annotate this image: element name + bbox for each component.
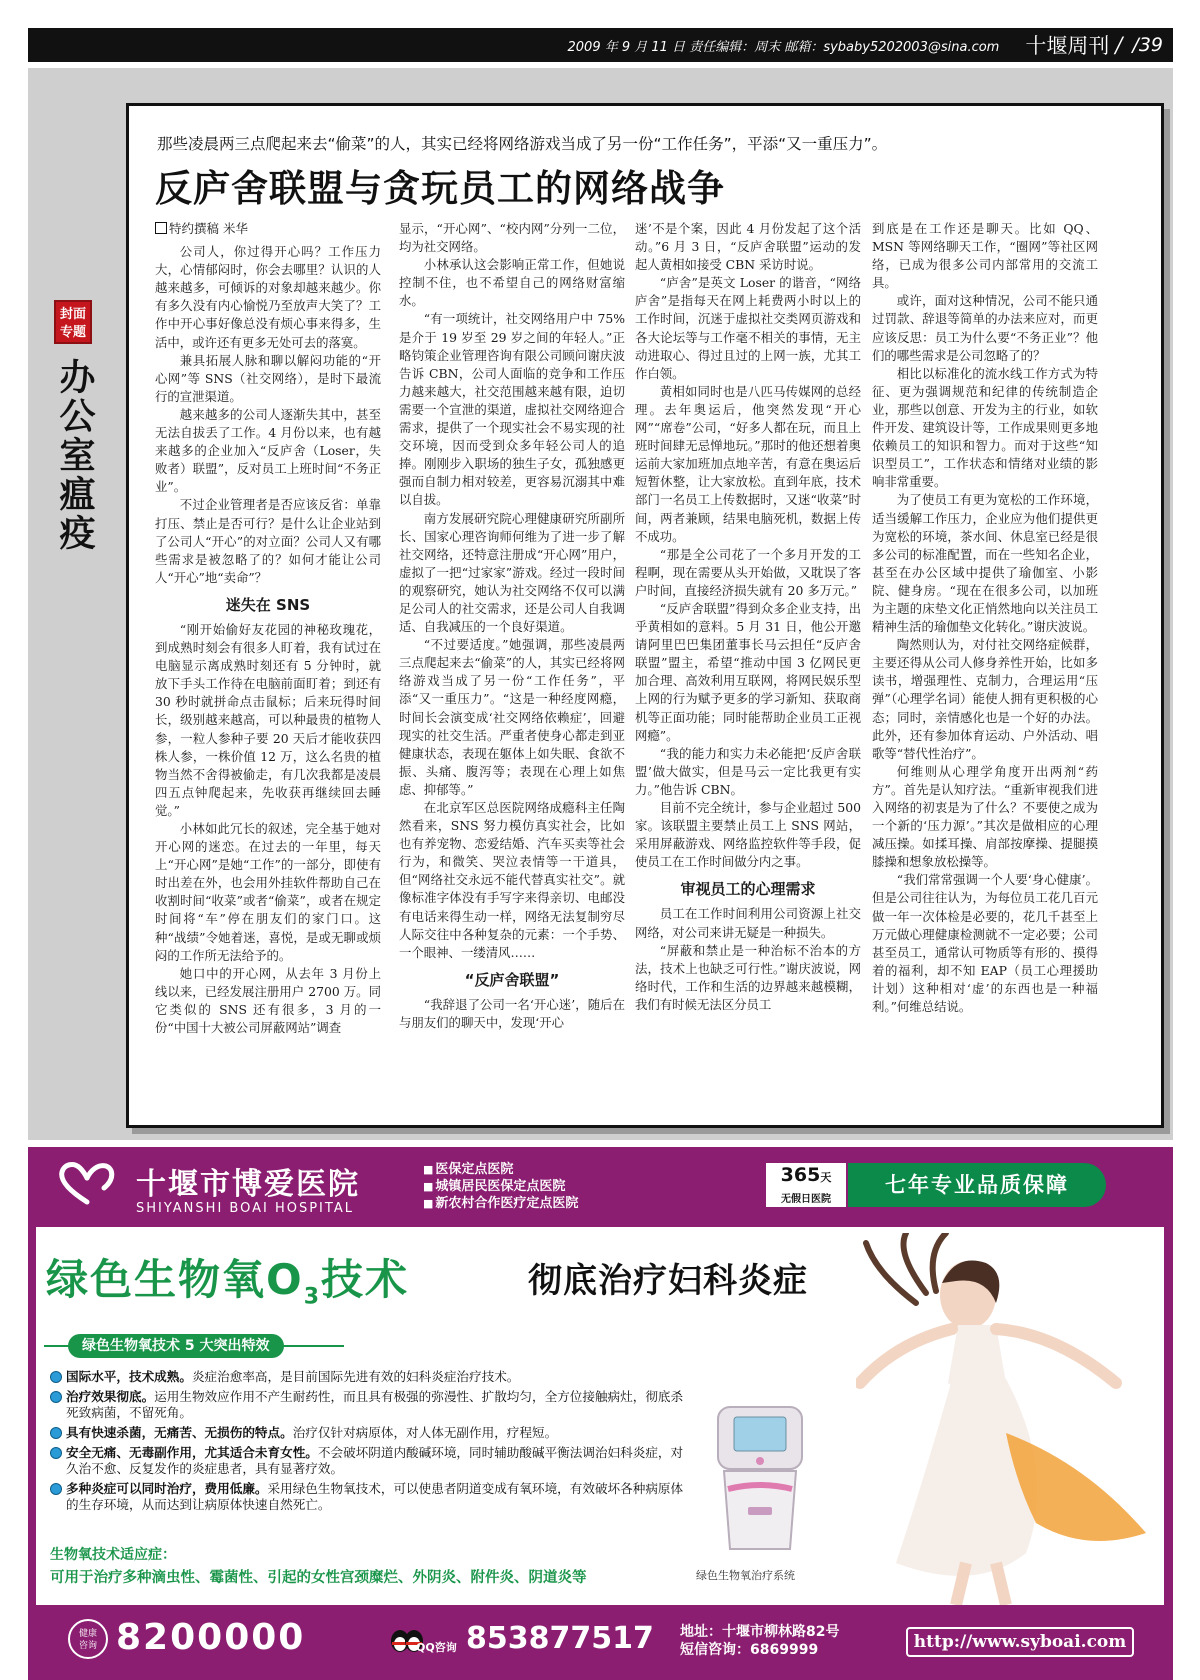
feature-text: 治疗仅针对病原体，对人体无副作用，疗程短。 [292, 1425, 558, 1440]
feature-item [48, 1445, 688, 1477]
days-text: 无假日医院 [781, 1194, 831, 1205]
paragraph: 迷’不是个案，因此 4 月份发起了这个活动。”6 月 3 日，“反庐舍联盟”运动的发起人黄相如接受 CBN 采访时说。 [635, 221, 861, 273]
section-tag [54, 300, 98, 553]
paragraph: 公司人，你过得开心吗？工作压力大，心情郁闷时，你会去哪里？认识的人越来越多，可倾诉的对象却越来越少。你有多久没有内心愉悦乃至放声大笑了？工作中开心事好像总没有烦心事来得多，生活中，或许还有更多无处可去的落寞。 [155, 244, 381, 350]
feature-highlight: 治疗效果彻底。 [66, 1389, 155, 1404]
stamp-line-2: 专题 [59, 325, 86, 340]
main-title-tail: 技术 [321, 1255, 410, 1304]
paragraph: 显示，“开心网”、“校内网”分列一二位，均为社交网络。 [399, 221, 625, 255]
contact-address [680, 1623, 839, 1659]
features-banner-label: 绿色生物氧技术 5 大突出特效 [68, 1334, 284, 1358]
indications-text: 可用于治疗多种滴虫性、霉菌性、引起的女性宫颈糜烂、外阴炎、附件炎、阴道炎等 [50, 1570, 587, 1586]
days-unit: 天 [820, 1171, 832, 1184]
feature-text: 采用绿色生物氧技术，可以使患者阴道变成有氧环境，有效破坏各种病原体的生存环境，从而达到让病原体快速自然死亡。 [66, 1481, 684, 1512]
page-header [28, 28, 1173, 62]
paragraph: “那是全公司花了一个多月开发的工程啊，现在需要从头开始做，又耽误了客户时间，直接经济损失就有 20 多万元。” [635, 546, 861, 598]
device-caption: 绿色生物氧治疗系统 [696, 1569, 795, 1582]
feature-item [48, 1481, 688, 1513]
paragraph: “不过要适度。”她强调，那些凌晨两三点爬起来去“偷菜”的人，其实已经将网络游戏当成了另一份“工作任务”，平添“又一重压力”。“这是一种经度网瘾，时间长会演变成‘社交网络依赖症’，回避现实的社交生活。严重者使身心都走到亚健康状态，表现在躯体上如失眠、食欲不振、头痛、腹泻等；表现在心理上如焦虑、抑郁等。” [399, 637, 625, 797]
section-heading: “反庐舍联盟” [464, 970, 560, 989]
address-line: 地址：十堰市柳林路82号 [680, 1624, 840, 1640]
certification-item: ■ 新农村合作医疗定点医院 [423, 1195, 578, 1212]
byline: 特约撰稿 米华 [155, 220, 381, 238]
qq-label: QQ咨询 [416, 1641, 457, 1654]
feature-text: 不会破坏阴道内酸碱环境，同时辅助酸碱平衡法调治妇科炎症，对久治不愈、反复发作的炎症患者，具有显著疗效。 [66, 1445, 684, 1476]
treatment-device-image [704, 1399, 816, 1559]
ad-slogan: 彻底治疗妇科炎症 [528, 1261, 808, 1301]
days-number: 365 [780, 1164, 821, 1186]
feature-text: 运用生物效应作用不产生耐药性，而且具有极强的弥漫性、扩散均匀，全方位接触病灶，彻底杀死致病菌，不留死角。 [66, 1389, 684, 1420]
days-number-row [766, 1163, 846, 1190]
paragraph: “刚开始偷好友花园的神秘玫瑰花，到成熟时刻会有很多人盯着，我有试过在电脑显示离成熟时刻还有 5 分钟时，就放下手头工作待在电脑前面盯着；到还有 30 秒时就拼命点击鼠标；后来玩得时间长，级别越来越高，可以种最贵的植物人参，一粒人参种子要 20 天后才能收获四株人参，一株价值 12 万，这么名贵的植物当然不舍得被偷走，有几次我都是凌晨四五点钟爬起来，先收获再继续回去睡觉。” [155, 621, 381, 818]
feature-highlight: 安全无痛、无毒副作用，尤其适合未育女性。 [66, 1445, 318, 1460]
paragraph: “我辞退了公司一名‘开心迷’，随后在与朋友们的聊天中，发现‘开心 [399, 996, 625, 1031]
paragraph: 相比以标准化的流水线工作方式为特征、更为强调规范和纪律的传统制造企业，那些以创意、开发为主的行业，如软件开发、建筑设计等，工作成果则更多地依赖员工的知识和智力。而对于这些“知识型员工”，工作状态和情绪对业绩的影响非常重要。 [872, 365, 1098, 490]
publication-name: 十堰周刊 [1025, 34, 1110, 58]
feature-highlight: 具有快速杀菌，无痛苦、无损伤的特点。 [66, 1425, 293, 1440]
section-title: 办公室瘟疫 [54, 358, 96, 553]
features-banner [44, 1334, 344, 1358]
article-column-2 [399, 220, 625, 1110]
hospital-name: 十堰市博爱医院 [136, 1167, 360, 1202]
feature-text: 炎症治愈率高，是目前国际先进有效的妇科炎症治疗技术。 [191, 1369, 520, 1384]
paragraph: 在北京军区总医院网络成瘾科主任陶然看来，SNS 努力模仿真实社会，比如也有养宠物、恋爱结婚、汽车买卖等社会行为，和微笑、哭泣表情等一干道具，但“网络社交永远不能代替真实社交”。就像标准字体没有手写字来得亲切、电邮没有电话来得生动一样，网络无法复制穷尽人际交往中各种复杂的元素：一个手势、一个眼神、一缕清风…… [399, 800, 625, 960]
paragraph: 到底是在工作还是聊天。比如 QQ、MSN 等网络聊天工作，“圈网”等社区网络，已成为很多公司内部常用的交流工具。 [872, 221, 1098, 291]
certification-list [423, 1161, 578, 1212]
feature-highlight: 多种炎症可以同时治疗，费用低廉。 [66, 1481, 268, 1496]
paragraph: “庐舍”是英文 Loser 的谐音，“网络庐舍”是指每天在网上耗费两小时以上的工作时间，沉迷于虚拟社交类网页游戏和各大论坛等与工作毫不相关的事情，无主动进取心、得过且过的上网一族，尤其工作白领。 [635, 275, 861, 381]
stamp-line-1: 封面 [59, 307, 86, 322]
paragraph: 不过企业管理者是否应该反省：单靠打压、禁止是否可行？是什么让企业站到了公司人“开心”的对立面？公司人又有哪些需求是被忽略了的？如何才能让公司人“开心”地“卖命”？ [155, 497, 381, 585]
ad-header [28, 1147, 1173, 1223]
paragraph: 南方发展研究院心理健康研究所副所长、国家心理咨询师何维为了进一步了解社交网络，还特意注册成“开心网”用户，虚拟了一把“过家家”游戏。经过一段时间的观察研究，她认为社交网络不仅可以满足公司人的社交需求，还是公司人自我调适、自我减压的一个良好渠道。 [399, 510, 625, 635]
hospital-name-en: SHIYANSHI BOAI HOSPITAL [136, 1201, 354, 1216]
phone-icon-text: 健康 [78, 1629, 97, 1639]
qq-number: 853877517 [466, 1621, 654, 1656]
paragraph: 小林如此冗长的叙述，完全基于她对开心网的迷恋。在过去的一年里，每天上“开心网”是她“工作”的一部分，即使有时出差在外，也会用外挂软件帮助自己在收割时间“收菜”或者“偷菜”，或者在规定时间将“车”停在朋友们的家门口。这种“战绩”令她着迷，喜悦，是或无聊或烦闷的工作所无法给予的。 [155, 821, 381, 963]
feature-item [48, 1389, 688, 1421]
paragraph: 为了使员工有更为宽松的工作环境，适当缓解工作压力，企业应为他们提供更为宽松的环境，茶水间、休息室已经是很多公司的标准配置，而在一些知名企业，甚至在办公区域中提供了瑜伽室、小影院、健身房。“现在在很多公司，以加班为主题的床垫文化正悄然地向以关注员工精神生活的瑜伽垫文化转化。”谢庆波说。 [872, 492, 1098, 635]
ad-main-panel [36, 1227, 1164, 1605]
section-heading: 迷失在 SNS [225, 595, 311, 614]
main-title-subscript: 3 [303, 1284, 322, 1310]
model-photo [856, 1233, 1156, 1605]
paragraph: “反庐舍联盟”得到众多企业支持，出乎黄相如的意料。5 月 31 日，他公开邀请阿里巴巴集团董事长马云担任“反庐舍联盟”盟主，希望“推动中国 3 亿网民更加合理、高效利用互联网，将网民娱乐型上网的行为赋予更多的学习新知、获取商机等正面功能；同时能帮助企业员工正视网瘾”。 [635, 600, 861, 743]
hospital-advertisement [28, 1147, 1173, 1680]
paragraph: “我的能力和实力未必能把‘反庐舍联盟’做大做实，但是马云一定比我更有实力。”他告诉 CBN。 [635, 745, 861, 797]
paragraph: 陶然则认为，对付社交网络症候群，主要还得从公司人修身养性开始，比如多读书，增强理性、克制力，合理运用“压弹”（心理学名词）能使人拥有更积极的心态；同时，亲情感化也是一个好的办法。此外，还有参加体育运动、户外活动、唱歌等“替代性治疗”。 [872, 637, 1098, 761]
feature-highlight: 国际水平，技术成熟。 [66, 1369, 192, 1384]
article-box [126, 103, 1164, 1128]
header-separator: / [1115, 33, 1123, 57]
paragraph: 黄相如同时也是八匹马传媒网的总经理。去年奥运后，他突然发现“开心网”“席卷”公司，“好多人都在玩，而且上班时间肆无忌惮地玩。”那时的他还想着奥运前大家加班加点地辛苦，有意在奥运后短暂休整，让大家放松。直到年底，技术部门一名员工上传数据时，又迷“收菜”时间，两者兼顾，结果电脑死机，数据上传不成功。 [635, 383, 861, 544]
paragraph: 何维则从心理学角度开出两剂“药方”。首先是认知疗法。“重新审视我们进入网络的初衷是为了什么？不要使之成为一个新的‘压力源’。”其次是做相应的心理减压操。如揉耳操、肩部按摩操、提腿摸膝操和想象放松操等。 [872, 763, 1098, 870]
open-days-badge [766, 1163, 846, 1207]
paragraph: 员工在工作时间利用公司资源上社交网络，对公司来讲无疑是一种损失。 [635, 906, 861, 940]
paragraph: 越来越多的公司人逐渐失其中，甚至无法自拔丢了工作。4 月份以来，也有越来越多的企业加入“反庐舍（Loser，失败者）联盟”，反对员工上班时间“不务正业”。 [155, 406, 381, 495]
section-heading: 审视员工的心理需求 [680, 880, 816, 899]
website-link[interactable]: http://www.syboai.com [906, 1627, 1134, 1657]
article-column-1 [155, 220, 381, 1110]
section-stamp [54, 300, 92, 344]
certification-item: ■ 城镇居民医保定点医院 [423, 1178, 578, 1195]
article-subtitle: 那些凌晨两三点爬起来去“偷菜”的人，其实已经将网络游戏当成了另一份“工作任务”，平添“又一重压力”。 [157, 135, 888, 153]
ad-contact-bar [28, 1607, 1173, 1680]
phone-icon-text: 咨询 [78, 1641, 97, 1651]
page-number: /39 [1132, 34, 1163, 56]
certification-item: ■ 医保定点医院 [423, 1161, 578, 1178]
sms-line: 短信咨询：6869999 [680, 1642, 819, 1658]
phone-icon [68, 1619, 108, 1659]
heart-logo-icon [58, 1160, 116, 1206]
article-headline: 反庐舍联盟与贪玩员工的网络战争 [155, 166, 725, 210]
paragraph: “有一项统计，社交网络用户中 75% 是介于 19 岁至 29 岁之间的年轻人。”正略钧策企业管理咨询有限公司顾问谢庆波告诉 CBN，公司人面临的竞争和工作压力越来越大，社交范围越来越有限，迫切需要一个宣泄的渠道，虚拟社交网络迎合需求，提供了一个现实社会不易实现的社交环境，因而受到众多年轻公司人的追捧。刚刚步入职场的独生子女，孤独感更强而自制力相对较差，更容易沉溺其中难以自拔。 [399, 311, 625, 508]
quality-banner: 七年专业品质保障 [848, 1163, 1106, 1207]
article-column-3 [635, 220, 861, 1110]
indications-title: 生物氧技术适应症： [50, 1547, 176, 1563]
paragraph: 或许，面对这种情况，公司不能只通过罚款、辞退等简单的办法来应对，而更应该反思：员工为什么要“不务正业”？他们的哪些需求是公司忽略了的？ [872, 293, 1098, 363]
feature-item [48, 1369, 688, 1385]
article-column-4 [872, 220, 1098, 1110]
ad-main-title [46, 1247, 409, 1309]
feature-item [48, 1425, 688, 1441]
features-list [48, 1369, 688, 1517]
paragraph: 她口中的开心网，从去年 3 月份上线以来，已经发展注册用户 2700 万。同它类似的 SNS 还有很多，3 月的一份“中国十大被公司屏蔽网站”调查 [155, 965, 381, 1036]
paragraph: “我们常常强调一个人要‘身心健康’。但是公司往往认为，为每位员工花几百元做一年一次体检是必要的，花几千甚至上万元做心理健康检测就不一定必要；公司甚至员工，通常认可物质等有形的、摸得着的福利，却不知 EAP（员工心理援助计划）这种相对‘虚’的东西也是一种福利。”何维总结说。 [872, 872, 1098, 1015]
paragraph: “屏蔽和禁止是一种治标不治本的方法，技术上也缺乏可行性。”谢庆波说，网络时代，工作和生活的边界越来越模糊，我们有时候无法区分员工 [635, 942, 861, 1012]
header-info: 2009 年 9 月 11 日 责任编辑：周末 邮箱：sybaby5202003@sina.com [567, 39, 1000, 55]
phone-number: 8200000 [116, 1617, 306, 1658]
paragraph: 小林承认这会影响正常工作，但她说控制不住，也不希望自己的网络财富缩水。 [399, 257, 625, 309]
main-title-text: 绿色生物氧O [46, 1255, 304, 1304]
paragraph: 兼具拓展人脉和聊以解闷功能的“开心网”等 SNS（社交网络），是时下最流行的宣泄渠道。 [155, 352, 381, 404]
paragraph: 目前不完全统计，参与企业超过 500 家。该联盟主要禁止员工上 SNS 网站，采用屏蔽游戏、网络监控软件等手段，促使员工在工作时间做分内之事。 [635, 800, 861, 870]
